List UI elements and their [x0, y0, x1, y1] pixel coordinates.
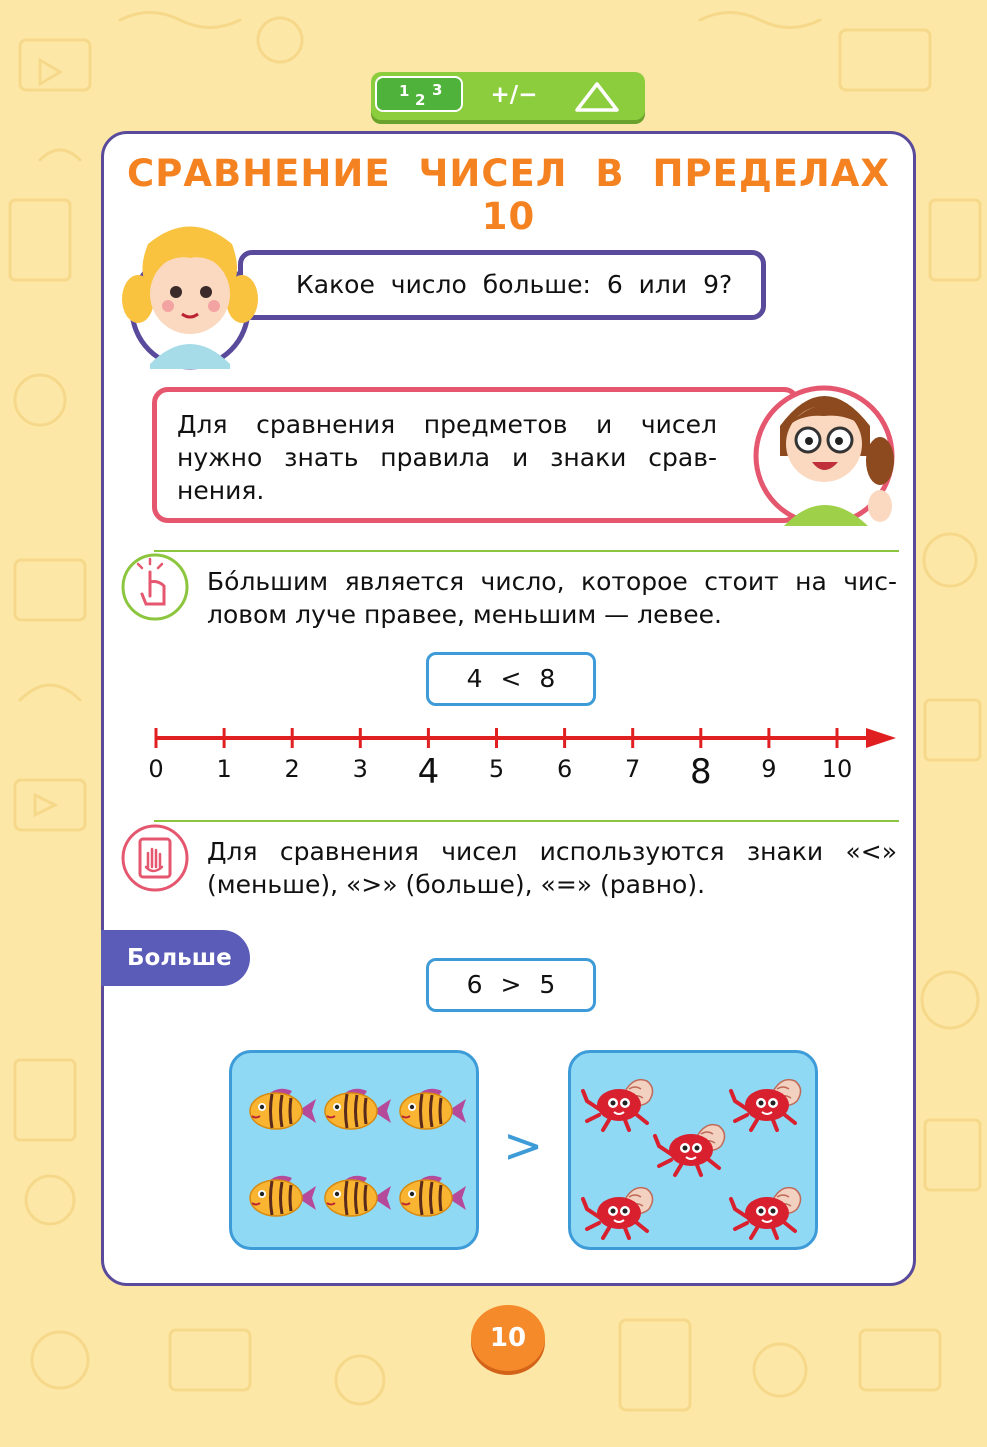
tab-operations[interactable]: +/−: [490, 82, 538, 108]
crab-panel: [568, 1050, 818, 1250]
greater-than-sign: >: [503, 1118, 544, 1174]
topic-tabs: [371, 72, 645, 120]
question-text: Какое число больше: 6 или 9?: [296, 270, 733, 299]
number-line-label: 0: [148, 755, 164, 783]
section-tag: Больше: [101, 930, 250, 986]
fish-icon: [325, 1089, 391, 1129]
tab-digit-2: 2: [415, 91, 426, 109]
number-line-label: 5: [488, 755, 505, 783]
girl-avatar-icon: [118, 214, 258, 374]
answer-text: Для сравнения предметов и чисел нужно знать правила и знаки срав-нения.: [177, 410, 717, 505]
fish-icon: [400, 1089, 466, 1129]
page-title: СРАВНЕНИЕ ЧИСЕЛ В ПРЕДЕЛАХ 10: [127, 152, 890, 238]
page-number: 10: [471, 1305, 545, 1371]
pointing-hand-icon: [120, 552, 190, 622]
comparison-box-2: 6 > 5: [426, 958, 596, 1012]
hand-book-icon: [120, 823, 190, 893]
fish-group: [232, 1053, 476, 1247]
number-line-label: 4: [417, 752, 440, 792]
fish-icon: [250, 1089, 316, 1129]
girl-with-glasses-icon: [752, 366, 902, 526]
number-line-label: 3: [352, 755, 368, 783]
divider: [154, 550, 899, 552]
rule-signs-text: Для сравнения чисел используются знаки «<» (меньше), «>» (больше), «=» (равно).: [207, 837, 897, 899]
hermit-crab-icon: [583, 1188, 653, 1238]
number-line-label: 7: [625, 755, 641, 783]
hermit-crab-icon: [731, 1080, 801, 1130]
hermit-crab-icon: [655, 1125, 725, 1175]
number-line: [140, 720, 900, 810]
number-line-label: 8: [689, 752, 712, 792]
divider: [154, 820, 899, 822]
number-line-label: 10: [821, 755, 853, 783]
tab-digit-1: 1: [399, 82, 410, 100]
rule-number-line-text: Бо́льшим является число, которое стоит на чис-ловом луче правее, меньшим — левее.: [207, 567, 897, 629]
number-line-label: 6: [556, 755, 573, 783]
tab-numbers[interactable]: [375, 76, 463, 112]
hermit-crab-icon: [731, 1188, 801, 1238]
fish-icon: [325, 1176, 391, 1216]
fish-panel: [229, 1050, 479, 1250]
number-line-label: 1: [216, 755, 232, 783]
fish-icon: [400, 1176, 466, 1216]
hermit-crab-icon: [583, 1080, 653, 1130]
fish-icon: [250, 1176, 316, 1216]
number-line-label: 2: [284, 755, 300, 783]
crab-group: [571, 1053, 815, 1247]
comparison-box-1: 4 < 8: [426, 652, 596, 706]
triangle-icon[interactable]: [573, 80, 621, 114]
number-line-label: 9: [761, 755, 777, 783]
tab-digit-3: 3: [432, 81, 443, 99]
